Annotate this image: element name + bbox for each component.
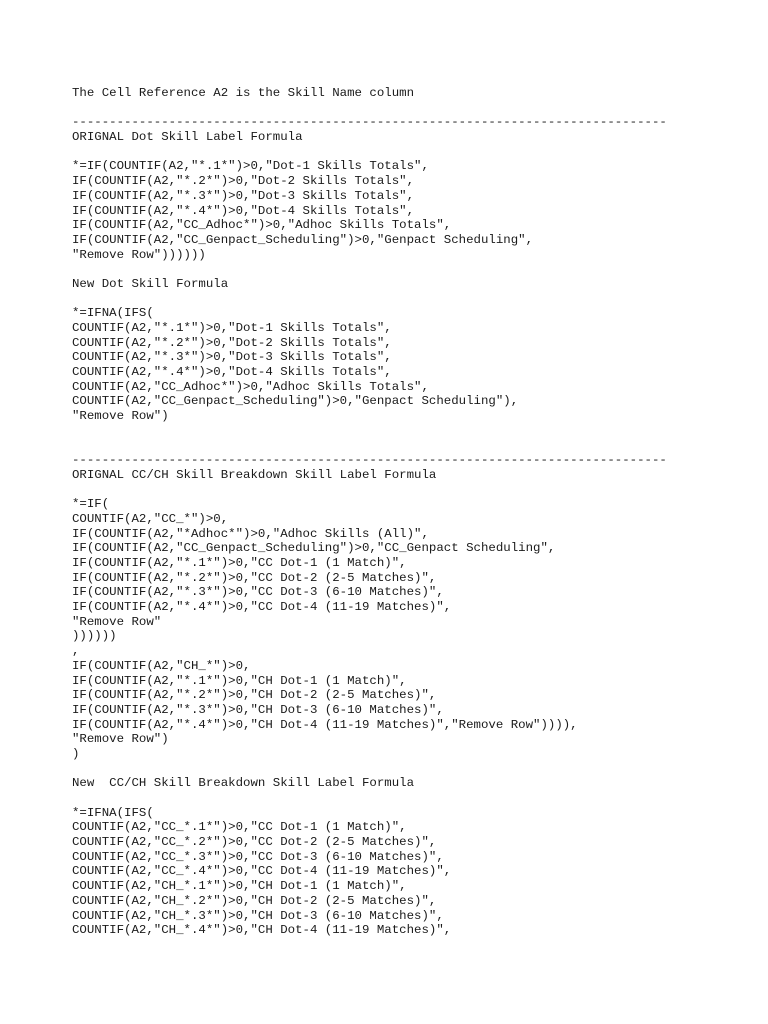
formula-line: COUNTIF(A2,"*.1*")>0,"Dot-1 Skills Totals", — [72, 321, 392, 335]
formula-line: COUNTIF(A2,"CH_*.1*")>0,"CH Dot-1 (1 Match)", — [72, 879, 407, 894]
formula-line: ) — [72, 746, 80, 761]
formula-line: IF(COUNTIF(A2,"CC_Genpact_Scheduling")>0,"Genpact Scheduling", — [72, 232, 534, 247]
divider-rule: -------------------------------------------------------------------------------- — [72, 453, 667, 468]
section-heading-original-dot: ORIGNAL Dot Skill Label Formula — [72, 130, 303, 145]
formula-line: IF(COUNTIF(A2,"*.2*")>0,"CH Dot-2 (2-5 Matches)", — [72, 688, 437, 703]
formula-line: , — [72, 644, 80, 659]
formula-line: COUNTIF(A2,"CC_Genpact_Scheduling")>0,"Genpact Scheduling"), — [72, 394, 519, 409]
formula-line: IF(COUNTIF(A2,"*.4*")>0,"Dot-4 Skills Totals", — [72, 203, 415, 218]
formula-line: IF(COUNTIF(A2,"*.3*")>0,"Dot-3 Skills Totals", — [72, 188, 415, 203]
spacer — [72, 145, 762, 160]
section-heading-new-ccch: New CC/CH Skill Breakdown Skill Label Formula — [72, 776, 415, 791]
formula-line: "Remove Row" — [72, 614, 162, 629]
formula-line: COUNTIF(A2,"CH_*.4*")>0,"CH Dot-4 (11-19 Matches)", — [72, 923, 452, 938]
section-heading-new-dot: New Dot Skill Formula — [72, 276, 229, 291]
formula-line: IF(COUNTIF(A2,"*.2*")>0,"Dot-2 Skills Totals", — [72, 174, 415, 189]
formula-line: COUNTIF(A2,"CC_*.1*")>0,"CC Dot-1 (1 Match)", — [72, 820, 407, 835]
formula-line: COUNTIF(A2,"CH_*.2*")>0,"CH Dot-2 (2-5 Matches)", — [72, 893, 437, 908]
document-page — [72, 86, 762, 938]
formula-line: *=IFNA(IFS( — [72, 805, 154, 820]
formula-line: *=IF(COUNTIF(A2,"*.1*")>0,"Dot-1 Skills Totals", — [72, 159, 429, 174]
section-heading-original-ccch: ORIGNAL CC/CH Skill Breakdown Skill Label Formula — [72, 467, 437, 482]
formula-line: IF(COUNTIF(A2,"*.4*")>0,"CC Dot-4 (11-19 Matches)", — [72, 600, 452, 615]
formula-line: COUNTIF(A2,"CC_Adhoc*")>0,"Adhoc Skills Totals", — [72, 379, 429, 394]
formula-line: COUNTIF(A2,"*.3*")>0,"Dot-3 Skills Totals", — [72, 350, 392, 365]
formula-line: COUNTIF(A2,"CC_*")>0, — [72, 511, 229, 526]
formula-line: IF(COUNTIF(A2,"*.3*")>0,"CC Dot-3 (6-10 Matches)", — [72, 585, 444, 600]
formula-line: COUNTIF(A2,"CH_*.3*")>0,"CH Dot-3 (6-10 Matches)", — [72, 908, 444, 923]
formula-line: IF(COUNTIF(A2,"*.1*")>0,"CC Dot-1 (1 Match)", — [72, 556, 407, 571]
spacer — [72, 262, 762, 277]
spacer — [72, 791, 762, 806]
formula-line: IF(COUNTIF(A2,"*.1*")>0,"CH Dot-1 (1 Match)", — [72, 673, 407, 688]
spacer — [72, 424, 762, 453]
formula-line: "Remove Row") — [72, 409, 169, 424]
formula-line: COUNTIF(A2,"CC_*.3*")>0,"CC Dot-3 (6-10 Matches)", — [72, 849, 444, 864]
formula-line: *=IF( — [72, 497, 110, 512]
formula-line: IF(COUNTIF(A2,"CH_*")>0, — [72, 658, 251, 673]
formula-line: COUNTIF(A2,"*.4*")>0,"Dot-4 Skills Totals", — [72, 365, 392, 380]
formula-block-new-ccch — [72, 806, 762, 938]
formula-line: IF(COUNTIF(A2,"*.2*")>0,"CC Dot-2 (2-5 Matches)", — [72, 570, 437, 585]
spacer — [72, 101, 762, 116]
formula-line: COUNTIF(A2,"CC_*.2*")>0,"CC Dot-2 (2-5 Matches)", — [72, 835, 437, 850]
spacer — [72, 292, 762, 307]
spacer — [72, 762, 762, 777]
formula-line: IF(COUNTIF(A2,"*.4*")>0,"CH Dot-4 (11-19 Matches)","Remove Row")))), — [72, 717, 578, 732]
divider-rule: -------------------------------------------------------------------------------- — [72, 115, 667, 130]
formula-line: *=IFNA(IFS( — [72, 306, 154, 321]
formula-line: "Remove Row") — [72, 732, 169, 747]
formula-line: COUNTIF(A2,"CC_*.4*")>0,"CC Dot-4 (11-19 Matches)", — [72, 864, 452, 879]
formula-line: )))))) — [72, 629, 117, 644]
spacer — [72, 483, 762, 498]
formula-line: IF(COUNTIF(A2,"*Adhoc*")>0,"Adhoc Skills (All)", — [72, 526, 429, 541]
formula-block-original-dot — [72, 159, 762, 262]
formula-line: COUNTIF(A2,"*.2*")>0,"Dot-2 Skills Totals", — [72, 335, 392, 350]
formula-block-original-ccch — [72, 497, 762, 761]
formula-line: "Remove Row")))))) — [72, 247, 206, 262]
formula-line: IF(COUNTIF(A2,"CC_Genpact_Scheduling")>0,"CC_Genpact Scheduling", — [72, 541, 556, 556]
formula-block-new-dot — [72, 306, 762, 424]
intro-text: The Cell Reference A2 is the Skill Name column — [72, 86, 415, 100]
formula-line: IF(COUNTIF(A2,"CC_Adhoc*")>0,"Adhoc Skills Totals", — [72, 218, 452, 233]
formula-line: IF(COUNTIF(A2,"*.3*")>0,"CH Dot-3 (6-10 Matches)", — [72, 702, 444, 717]
